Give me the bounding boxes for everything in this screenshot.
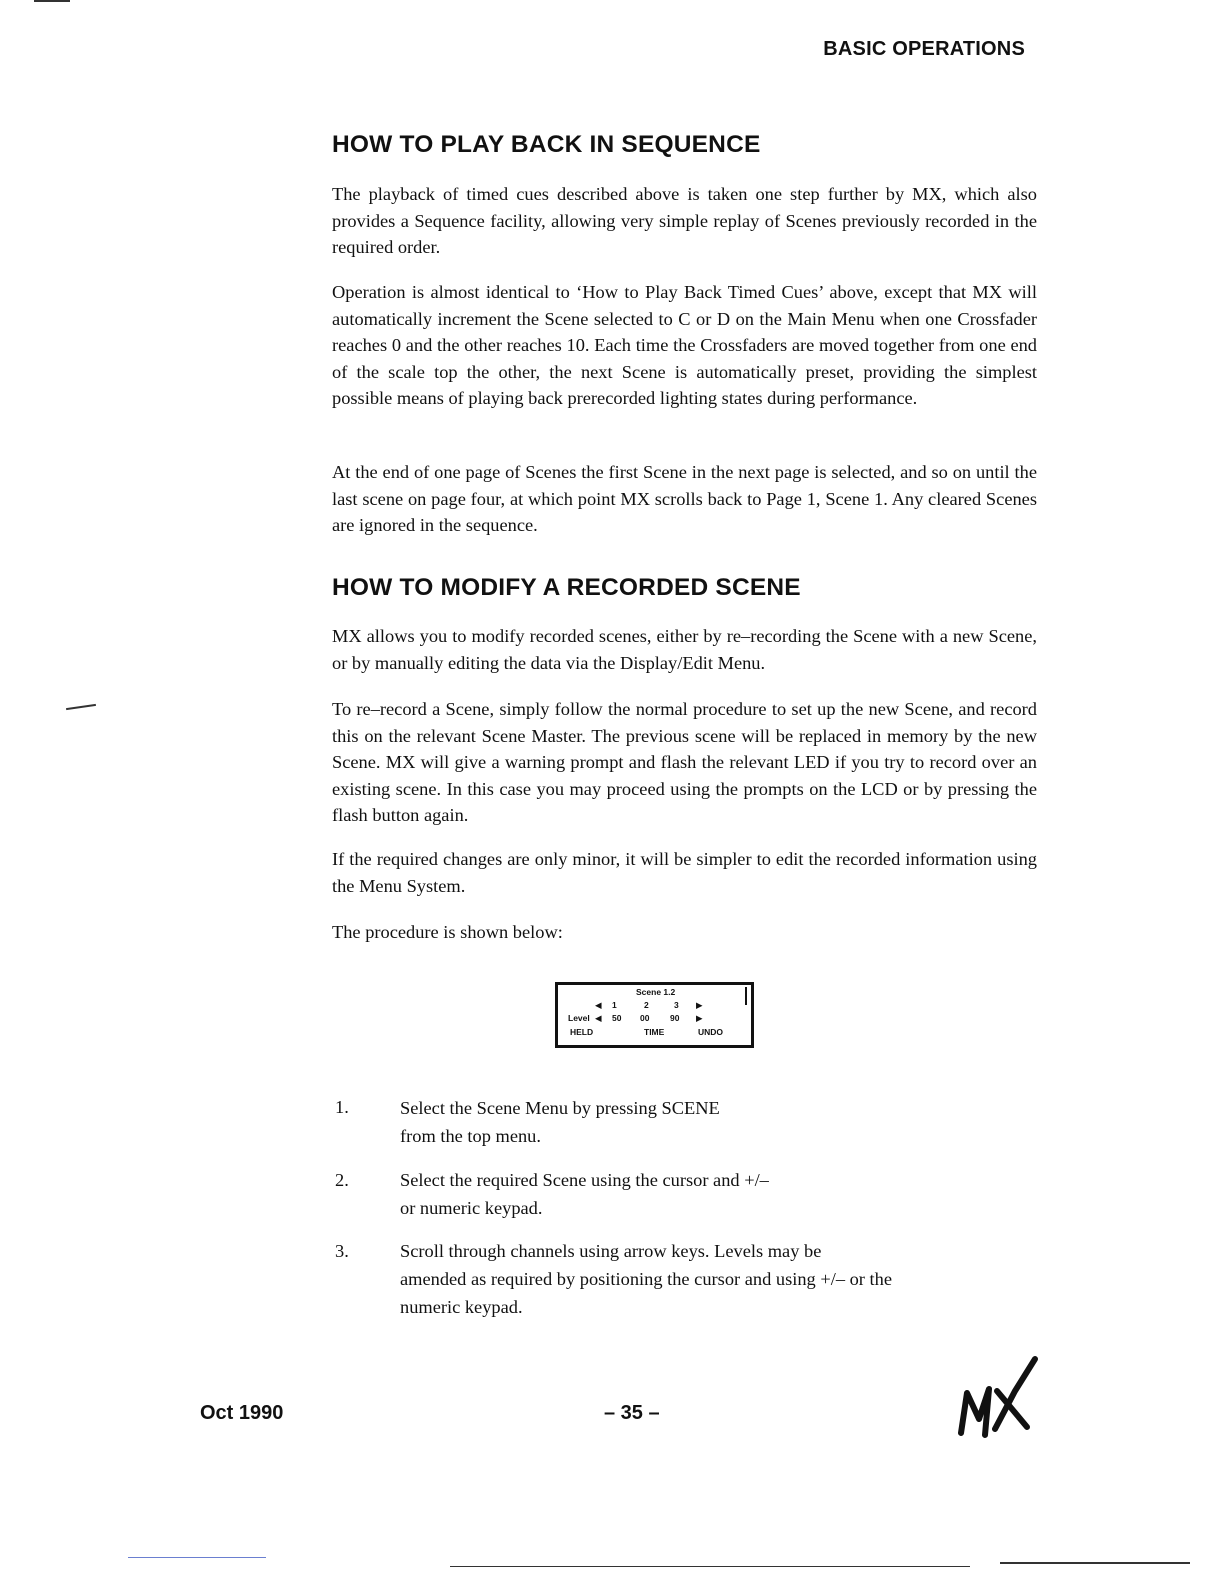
lcd-softkey-held: HELD: [570, 1027, 594, 1037]
lcd-softkey-undo: UNDO: [698, 1027, 724, 1037]
step-line: Scroll through channels using arrow keys. Levels may be: [400, 1241, 822, 1261]
lcd-level-value: 50: [612, 1013, 622, 1023]
scan-artifact: [128, 1557, 266, 1558]
paragraph: Operation is almost identical to ‘How to Play Back Timed Cues’ above, except that MX will automatically increment the Scene selected to C or D on the Main Menu when one Crossfader reaches 0 and the other reaches 10. Each time the Crossfaders are moved together from one end of the scale top the other, the next Scene is automatically preset, providing the simplest possible means of playing back prerecorded lighting states during performance.: [332, 282, 1037, 409]
paragraph: The playback of timed cues described above is taken one step further by MX, which also provides a Sequence facility, allowing very simple replay of Scenes previously recorded in the required order.: [332, 184, 1037, 258]
step-number: 1.: [335, 1097, 349, 1117]
paragraph: If the required changes are only minor, it will be simpler to edit the recorded information using the Menu System.: [332, 849, 1037, 896]
lcd-channel: 2: [644, 1000, 649, 1010]
mx-logo-icon: [955, 1355, 1045, 1445]
step-text: [400, 1094, 1010, 1150]
lcd-softkey-time: TIME: [644, 1027, 665, 1037]
paragraph: The procedure is shown below:: [332, 922, 563, 942]
step-text: [400, 1166, 1010, 1222]
footer-page-number: – 35 –: [604, 1402, 660, 1424]
running-header: BASIC OPERATIONS: [823, 38, 1025, 60]
step-line: or numeric keypad.: [400, 1198, 543, 1218]
left-arrow-icon: ◀: [595, 1000, 602, 1010]
step-line: numeric keypad.: [400, 1297, 523, 1317]
scan-artifact: [1000, 1562, 1190, 1564]
paragraph: To re–record a Scene, simply follow the normal procedure to set up the new Scene, and record this on the relevant Scene Master. The previous scene will be replaced in memory by the new Scene. MX will give a warning prompt and flash the relevant LED if you try to record over an existing scene. In this case you may proceed using the prompts on the LCD or by pressing the flash button again.: [332, 699, 1037, 826]
scan-artifact: [450, 1566, 970, 1567]
step-line: Select the Scene Menu by pressing SCENE: [400, 1098, 720, 1118]
step-text: [400, 1237, 1010, 1321]
step-line: amended as required by positioning the cursor and using +/– or the: [400, 1269, 892, 1289]
lcd-level-value: 00: [640, 1013, 650, 1023]
lcd-cursor-bar: [745, 987, 747, 1005]
mx-logo: [955, 1355, 1045, 1445]
lcd-channel: 3: [674, 1000, 679, 1010]
lcd-display: [555, 982, 754, 1048]
section-heading-modify-scene: HOW TO MODIFY A RECORDED SCENE: [332, 574, 801, 601]
lcd-title: Scene 1.2: [636, 987, 676, 997]
lcd-level-label: Level: [568, 1013, 590, 1023]
left-arrow-icon: ◀: [595, 1013, 602, 1023]
right-arrow-icon: ▶: [696, 1000, 703, 1010]
footer-date: Oct 1990: [200, 1402, 284, 1424]
lcd-level-value: 90: [670, 1013, 680, 1023]
right-arrow-icon: ▶: [696, 1013, 703, 1023]
step-line: Select the required Scene using the cursor and +/–: [400, 1170, 769, 1190]
step-number: 3.: [335, 1241, 349, 1261]
paragraph: MX allows you to modify recorded scenes, either by re–recording the Scene with a new Scene, or by manually editing the data via the Display/Edit Menu.: [332, 626, 1037, 673]
paragraph: At the end of one page of Scenes the first Scene in the next page is selected, and so on until the last scene on page four, at which point MX scrolls back to Page 1, Scene 1. Any cleared Scenes are ignored in the sequence.: [332, 462, 1037, 536]
section-heading-play-back-sequence: HOW TO PLAY BACK IN SEQUENCE: [332, 131, 761, 158]
scan-artifact: [34, 0, 70, 2]
lcd-channel: 1: [612, 1000, 617, 1010]
step-line: from the top menu.: [400, 1126, 541, 1146]
step-number: 2.: [335, 1170, 349, 1190]
scan-artifact: [66, 704, 96, 710]
